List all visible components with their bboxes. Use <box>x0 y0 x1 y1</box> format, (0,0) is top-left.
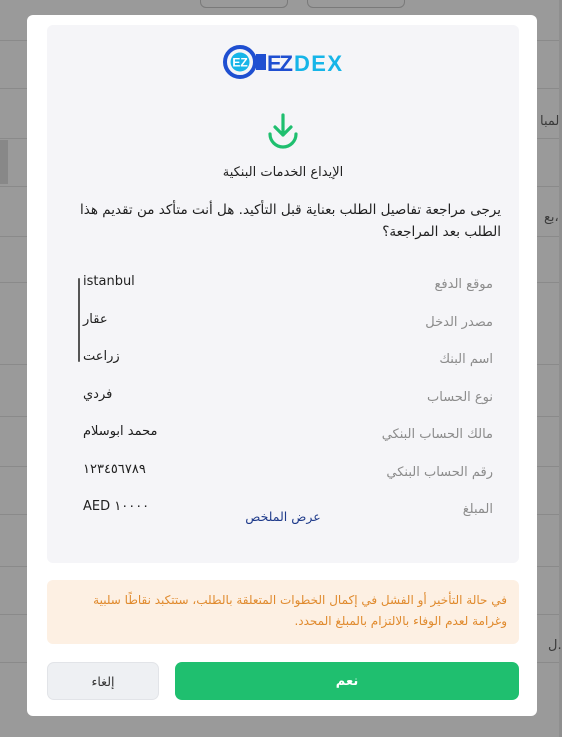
detail-row-bank-name <box>65 338 501 376</box>
ezdex-logo <box>223 45 345 79</box>
detail-label: نوع الحساب <box>427 389 493 405</box>
cancel-button[interactable]: إلغاء <box>47 662 159 700</box>
detail-value: istanbul <box>83 274 135 289</box>
detail-label: مالك الحساب البنكي <box>381 427 493 442</box>
confirm-button[interactable]: نعم <box>175 662 519 700</box>
background-text: ل. <box>548 638 562 653</box>
detail-label: رقم الحساب البنكي <box>386 464 493 480</box>
download-icon <box>264 111 302 149</box>
confirmation-question: يرجى مراجعة تفاصيل الطلب بعناية قبل التأكيد. هل أنت متأكد من تقديم هذا الطلب بعد المراجعة؟ <box>80 202 501 240</box>
detail-label: مصدر الدخل <box>425 314 493 330</box>
penalty-warning: في حالة التأخير أو الفشل في إكمال الخطوات المتعلقة بالطلب، ستتكبد نقاطًا سلبية وغرامة لعدم الوفاء بالالتزام بالمبلغ المحدد. <box>47 580 519 644</box>
background-tab <box>307 0 405 8</box>
view-summary-link[interactable]: عرض الملخص <box>245 509 321 524</box>
detail-value: محمد ابوسلام <box>83 424 158 439</box>
detail-label: موقع الدفع <box>434 277 493 292</box>
detail-label: المبلغ <box>462 502 493 517</box>
detail-label: اسم البنك <box>439 352 493 367</box>
confirm-deposit-modal <box>27 15 537 716</box>
detail-value: فردي <box>83 386 113 402</box>
logo-text-ez: EZ <box>267 51 293 76</box>
background-block <box>0 140 8 184</box>
detail-row-account-type <box>65 376 501 414</box>
detail-row-account-owner <box>65 413 501 451</box>
detail-row-income-source <box>65 301 501 339</box>
background-tab <box>200 0 288 8</box>
detail-value: زراعت <box>83 349 120 364</box>
logo-text-dex: DEX <box>294 51 342 76</box>
detail-value: عقار <box>83 311 108 327</box>
detail-value: ١٢٣٤٥٦٧٨٩ <box>83 461 146 477</box>
logo-mark-text: EZ <box>232 55 248 70</box>
detail-value: AED ١٠٠٠٠ <box>83 499 150 514</box>
request-details-panel <box>47 25 519 563</box>
detail-row-payment-location <box>65 263 501 301</box>
modal-title: الإيداع الخدمات البنكية <box>222 165 344 180</box>
background-text: لمبا <box>540 114 560 129</box>
background-text: بع، <box>544 210 559 225</box>
detail-row-account-number <box>65 451 501 489</box>
